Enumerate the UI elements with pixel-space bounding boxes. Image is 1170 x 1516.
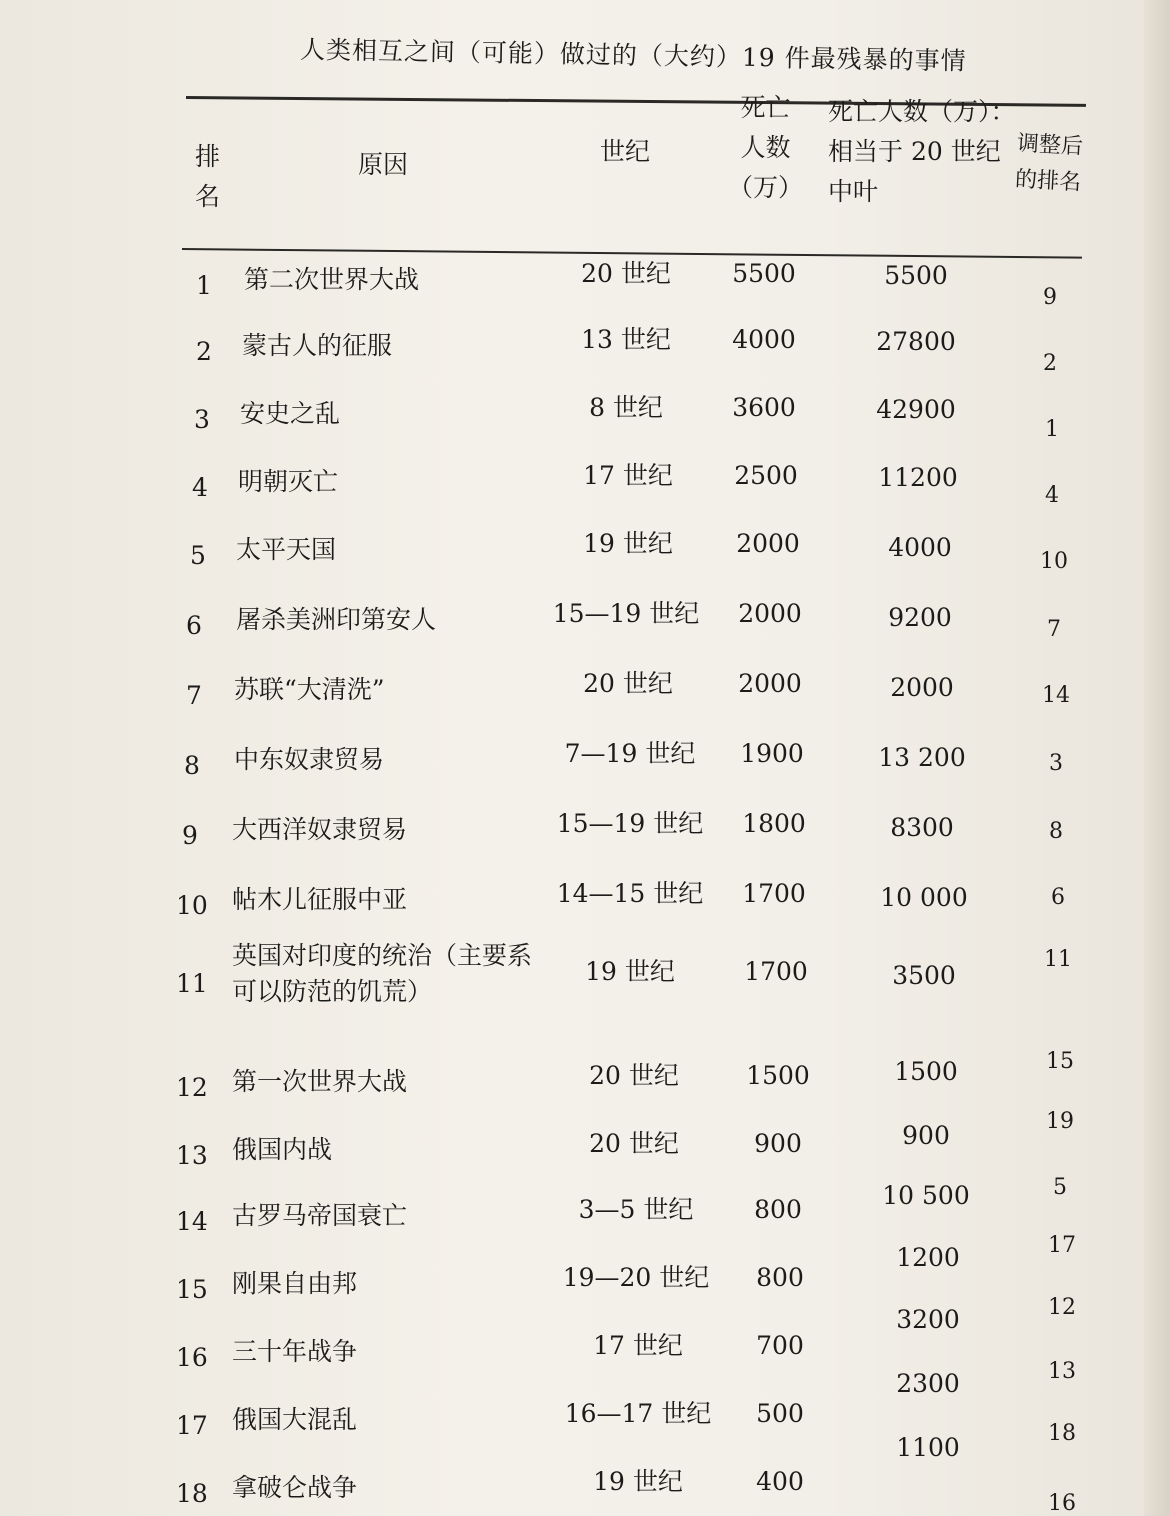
cell-adjusted-rank: 15	[1046, 1049, 1074, 1074]
cell-adjusted-rank: 3	[1049, 751, 1063, 776]
table-row	[0, 879, 1170, 942]
cell-cause: 中东奴隶贸易	[234, 745, 385, 774]
cell-adjusted-deaths: 10 500	[882, 1181, 970, 1210]
cell-adjusted-deaths: 2000	[890, 673, 954, 702]
cell-adjusted-deaths: 1500	[894, 1057, 958, 1086]
cell-adjusted-deaths: 13 200	[878, 743, 966, 772]
cell-cause: 古罗马帝国衰亡	[232, 1201, 408, 1230]
cell-deaths: 500	[756, 1399, 804, 1428]
header-rank-line1: 排	[195, 142, 221, 171]
header-adjusted-line2: 相当于 20 世纪	[828, 137, 1001, 166]
cell-cause: 第一次世界大战	[232, 1067, 408, 1096]
cell-rank: 18	[176, 1479, 208, 1508]
cell-deaths: 1700	[742, 879, 806, 908]
table-row	[0, 1175, 1170, 1258]
cell-adjusted-rank: 17	[1048, 1233, 1076, 1258]
cell-rank: 1	[196, 271, 212, 300]
cell-deaths: 900	[754, 1129, 802, 1158]
cell-adjusted-deaths: 27800	[876, 327, 956, 356]
table-row	[0, 1233, 1170, 1326]
cell-century: 20 世纪	[581, 259, 671, 288]
cell-century: 17 世纪	[593, 1331, 683, 1360]
cell-adjusted-rank: 18	[1048, 1421, 1076, 1446]
cell-adjusted-rank: 12	[1048, 1295, 1076, 1320]
cell-century: 15—19 世纪	[552, 599, 700, 628]
table-row	[0, 529, 1170, 592]
cell-deaths: 400	[756, 1467, 804, 1496]
header-adjusted-rank	[1014, 126, 1088, 202]
cell-adjusted-rank: 19	[1046, 1109, 1074, 1134]
cell-rank: 13	[176, 1141, 208, 1170]
cell-rank: 4	[192, 473, 208, 502]
cell-century: 20 世纪	[589, 1061, 679, 1090]
header-adjusted-line1: 死亡人数（万）：	[828, 97, 1016, 126]
table-row	[0, 1486, 1170, 1516]
cell-adjusted-deaths: 10 000	[880, 883, 968, 912]
cell-adjusted-rank: 8	[1049, 819, 1063, 844]
cell-deaths: 700	[756, 1331, 804, 1360]
cell-century: 20 世纪	[583, 669, 673, 698]
header-rank-line2: 名	[195, 182, 221, 211]
cell-cause: 第二次世界大战	[244, 265, 420, 294]
header-deaths-line2: 人数	[740, 133, 791, 162]
cell-adjusted-rank: 1	[1045, 417, 1059, 442]
cell-cause: 英国对印度的统治（主要系可以防范的饥荒）	[232, 941, 533, 1006]
header-deaths-line3: （万）	[728, 173, 804, 202]
table-row	[0, 259, 1170, 322]
table-row	[0, 1359, 1170, 1462]
cell-deaths: 3600	[732, 393, 796, 422]
cell-adjusted-rank: 14	[1042, 683, 1070, 708]
cell-century: 20 世纪	[589, 1129, 679, 1158]
cell-rank: 15	[176, 1275, 208, 1304]
cell-cause: 大西洋奴隶贸易	[232, 815, 408, 844]
header-deaths	[728, 88, 803, 208]
cell-rank: 17	[176, 1411, 208, 1440]
cell-rank: 2	[196, 337, 212, 366]
cell-adjusted-rank: 7	[1047, 617, 1061, 642]
cell-adjusted-deaths: 1100	[896, 1433, 960, 1462]
cell-deaths: 1800	[742, 809, 806, 838]
table-row	[0, 393, 1170, 456]
header-century: 世纪	[600, 137, 651, 166]
table-row	[0, 461, 1170, 524]
cell-adjusted-rank: 10	[1040, 549, 1068, 574]
cell-century: 3—5 世纪	[578, 1195, 694, 1224]
cell-cause: 刚果自由邦	[232, 1269, 358, 1298]
cell-cause: 蒙古人的征服	[242, 331, 393, 360]
cell-adjusted-rank: 5	[1053, 1175, 1067, 1200]
cell-rank: 14	[176, 1207, 208, 1236]
header-new-rank-line1: 调整后	[1016, 131, 1084, 160]
cell-rank: 8	[184, 751, 200, 780]
cell-adjusted-rank: 6	[1051, 885, 1065, 910]
cell-adjusted-deaths: 11200	[878, 463, 958, 492]
cell-adjusted-rank: 11	[1044, 947, 1072, 972]
table-row	[0, 669, 1170, 732]
cell-cause: 安史之乱	[240, 399, 341, 428]
cell-century: 19 世纪	[593, 1467, 683, 1496]
cell-adjusted-deaths: 9200	[888, 603, 952, 632]
cell-adjusted-deaths: 42900	[876, 395, 956, 424]
cell-century: 17 世纪	[583, 461, 673, 490]
table-row	[0, 809, 1170, 872]
cell-rank: 6	[186, 611, 202, 640]
cell-adjusted-deaths: 4000	[888, 533, 952, 562]
cell-century: 13 世纪	[581, 325, 671, 354]
cell-rank: 5	[190, 541, 206, 570]
cell-deaths: 1700	[744, 957, 808, 986]
cell-century: 7—19 世纪	[564, 739, 696, 768]
cell-deaths: 1900	[740, 739, 804, 768]
table-row	[0, 1295, 1170, 1394]
cell-adjusted-deaths: 900	[902, 1121, 950, 1150]
cell-adjusted-deaths: 3500	[892, 961, 956, 990]
cell-adjusted-deaths: 2300	[896, 1369, 960, 1398]
header-new-rank-line2: 的排名	[1014, 167, 1082, 196]
cell-rank: 16	[176, 1343, 208, 1372]
cell-adjusted-deaths: 5500	[884, 261, 948, 290]
cell-deaths: 800	[756, 1263, 804, 1292]
table-row	[0, 325, 1170, 388]
cell-adjusted-rank: 9	[1043, 285, 1057, 310]
cell-century: 8 世纪	[589, 393, 663, 422]
table-title: 人类相互之间（可能）做过的（大约）19 件最残暴的事情	[299, 35, 967, 76]
cell-century: 19 世纪	[583, 529, 673, 558]
cell-adjusted-deaths: 8300	[890, 813, 954, 842]
cell-deaths: 1500	[746, 1061, 810, 1090]
cell-deaths: 2000	[738, 599, 802, 628]
cell-cause: 三十年战争	[232, 1337, 358, 1366]
header-cause: 原因	[358, 150, 409, 179]
cell-cause: 苏联“大清洗”	[234, 675, 385, 704]
table-row	[0, 739, 1170, 802]
table-row	[0, 1049, 1170, 1124]
cell-century: 14—15 世纪	[556, 879, 704, 908]
cell-adjusted-rank: 4	[1045, 483, 1059, 508]
cell-cause: 屠杀美洲印第安人	[236, 605, 437, 634]
cell-deaths: 4000	[732, 325, 796, 354]
cell-rank: 10	[176, 891, 208, 920]
table-row	[0, 599, 1170, 662]
cell-deaths: 2000	[736, 529, 800, 558]
cell-cause: 太平天国	[236, 535, 337, 564]
table-row	[0, 1109, 1170, 1192]
header-adjusted-deaths	[828, 92, 1016, 212]
cell-cause: 俄国大混乱	[232, 1405, 358, 1434]
cell-deaths: 2500	[734, 461, 798, 490]
table-row	[0, 941, 1170, 1020]
cell-adjusted-deaths: 3200	[896, 1305, 960, 1334]
cell-century: 19 世纪	[585, 957, 675, 986]
cell-century: 16—17 世纪	[564, 1399, 712, 1428]
header-adjusted-line3: 中叶	[828, 177, 879, 206]
cell-rank: 3	[194, 405, 210, 434]
cell-cause: 帖木儿征服中亚	[232, 885, 408, 914]
header-rank	[195, 137, 225, 217]
cell-rank: 11	[176, 969, 208, 998]
cell-adjusted-deaths: 1200	[896, 1243, 960, 1272]
cell-century: 19—20 世纪	[562, 1263, 710, 1292]
cell-adjusted-rank: 13	[1048, 1359, 1076, 1384]
header-deaths-line1: 死亡	[740, 93, 791, 122]
cell-cause: 明朝灭亡	[238, 467, 339, 496]
cell-adjusted-rank: 16	[1048, 1491, 1076, 1516]
cell-adjusted-rank: 2	[1043, 351, 1057, 376]
cell-deaths: 800	[754, 1195, 802, 1224]
cell-cause: 拿破仑战争	[232, 1473, 358, 1502]
cell-deaths: 5500	[732, 259, 796, 288]
cell-cause: 俄国内战	[232, 1135, 333, 1164]
cell-rank: 7	[186, 681, 202, 710]
cell-deaths: 2000	[738, 669, 802, 698]
cell-rank: 12	[176, 1073, 208, 1102]
cell-century: 15—19 世纪	[556, 809, 704, 838]
cell-rank: 9	[182, 821, 198, 850]
